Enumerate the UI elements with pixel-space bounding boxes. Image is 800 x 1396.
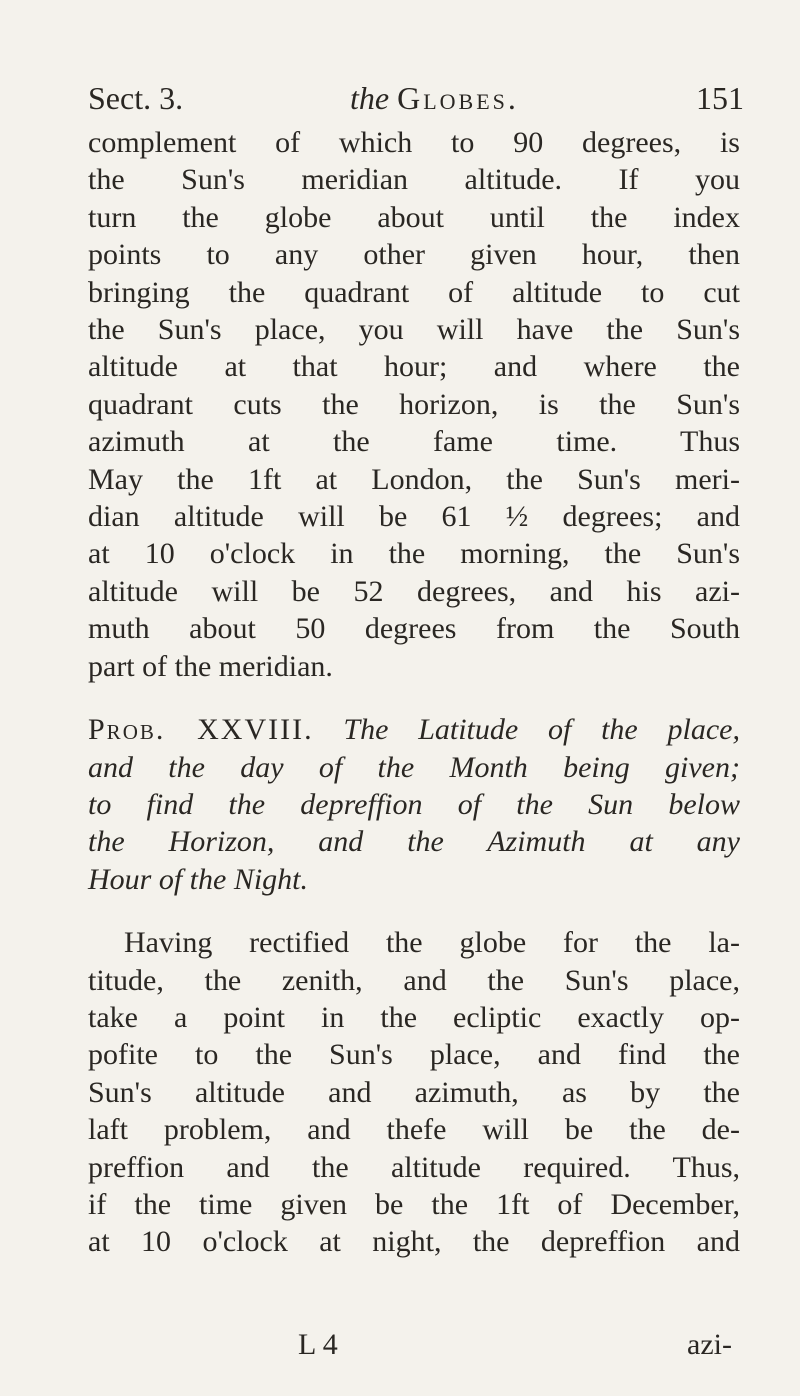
running-title-caps: Globes.	[397, 80, 519, 116]
text-line: altitude at that hour; and where the	[88, 350, 740, 384]
text-line: Sun's altitude and azimuth, as by the	[88, 1075, 740, 1109]
text-line: the Sun's meridian altitude. If you	[88, 163, 740, 197]
text-line: muth about 50 degrees from the South	[88, 612, 740, 646]
running-title	[350, 80, 519, 117]
problem-title-start: The Latitude of the place,	[343, 713, 740, 747]
page-body	[88, 124, 740, 1261]
text-line: if the time given be the 1ft of December,	[88, 1187, 740, 1221]
page-number: 151	[696, 80, 744, 116]
text-line: bringing the quadrant of altitude to cut	[88, 275, 740, 309]
text-line: turn the globe about until the index	[88, 200, 740, 234]
text-line: azimuth at the fame time. Thus	[88, 425, 740, 459]
problem-heading	[88, 711, 740, 898]
paragraph-3	[88, 924, 740, 1261]
text-line: complement of which to 90 degrees, is	[88, 126, 740, 159]
paragraph-1	[88, 124, 740, 685]
text-line: pofite to the Sun's place, and find the	[88, 1038, 740, 1072]
catchword: azi-	[687, 1328, 732, 1361]
text-line: the Sun's place, you will have the Sun's	[88, 313, 740, 347]
text-line: laft problem, and thefe will be the de-	[88, 1113, 740, 1147]
text-line: take a point in the ecliptic exactly op-	[88, 1000, 740, 1034]
problem-line	[88, 711, 740, 748]
text-line: altitude will be 52 degrees, and his azi-	[88, 574, 740, 608]
text-line: preffion and the altitude required. Thus,	[88, 1150, 740, 1184]
text-line: dian altitude will be 61 ½ degrees; and	[88, 500, 740, 534]
text-line: at 10 o'clock at night, the depreffion and	[88, 1225, 740, 1259]
text-line: May the 1ft at London, the Sun's meri-	[88, 462, 740, 496]
problem-line: the Horizon, and the Azimuth at any	[88, 825, 740, 859]
text-line: at 10 o'clock in the morning, the Sun's	[88, 537, 740, 571]
text-line: titude, the zenith, and the Sun's place,	[88, 963, 740, 997]
running-header	[88, 80, 744, 120]
problem-label: Prob. XXVIII.	[88, 713, 314, 747]
text-line: points to any other given hour, then	[88, 238, 740, 272]
problem-line: to find the depreffion of the Sun below	[88, 787, 740, 821]
text-line: part of the meridian.	[88, 649, 333, 683]
signature-mark: L 4	[298, 1328, 338, 1361]
problem-line: and the day of the Month being given;	[88, 750, 740, 784]
page-footer	[88, 1328, 740, 1368]
running-title-italic: the	[350, 80, 390, 116]
text-line: Having rectified the globe for the la-	[124, 926, 740, 960]
text-line: quadrant cuts the horizon, is the Sun's	[88, 387, 740, 421]
problem-line: Hour of the Night.	[88, 862, 309, 896]
section-label: Sect. 3.	[88, 80, 184, 116]
